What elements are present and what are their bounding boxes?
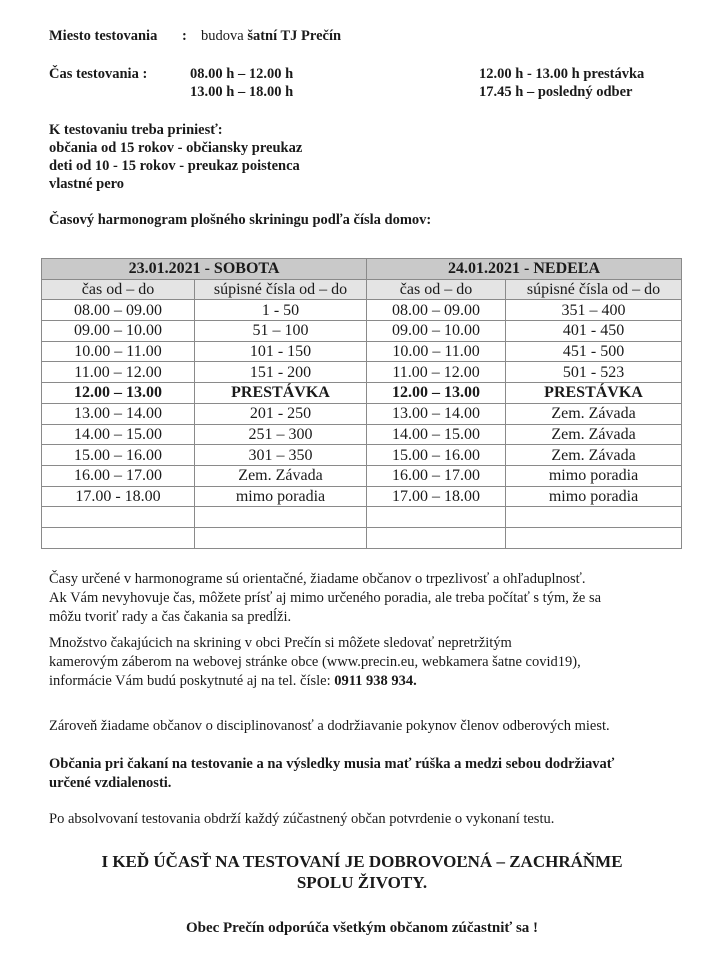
table-day-header-row — [42, 259, 682, 280]
table-cell: PRESTÁVKA — [195, 383, 367, 404]
slogan-line-2: SPOLU ŽIVOTY. — [296, 873, 428, 892]
table-cell: 301 – 350 — [195, 445, 367, 466]
location-separator: : — [182, 28, 187, 44]
table-cell: 08.00 – 09.00 — [367, 300, 506, 321]
day-header-saturday: 23.01.2021 - SOBOTA — [42, 259, 367, 280]
note-discipline: Zároveň žiadame občanov o disciplinovanosť a dodržiavanie pokynov členov odberových miest. — [49, 718, 610, 734]
table-cell: Zem. Závada — [506, 445, 682, 466]
note-line: Množstvo čakajúcich na skrining v obci Prečín si môžete sledovať nepretržitým — [49, 635, 512, 651]
day-header-sunday: 24.01.2021 - NEDEĽA — [367, 259, 682, 280]
schedule-title: Časový harmonogram plošného skriningu podľa čísla domov: — [49, 212, 432, 228]
table-row — [42, 362, 682, 383]
bring-item-pen: vlastné pero — [49, 176, 125, 192]
table-cell: 351 – 400 — [506, 300, 682, 321]
note-line: môžu tvoriť rady a čas čakania sa predĺži. — [49, 609, 292, 625]
table-cell — [195, 507, 367, 528]
table-cell: 16.00 – 17.00 — [42, 465, 195, 486]
table-cell: 17.00 – 18.00 — [367, 486, 506, 507]
phone-number: 0911 938 934. — [334, 673, 417, 689]
table-cell: mimo poradia — [506, 465, 682, 486]
table-column-header-row — [42, 279, 682, 300]
col-header-time-sunday: čas od – do — [367, 279, 506, 300]
table-cell: 501 - 523 — [506, 362, 682, 383]
location-label: Miesto testovania — [49, 28, 158, 44]
table-row-empty — [42, 507, 682, 528]
table-cell: 13.00 – 14.00 — [42, 403, 195, 424]
table-cell: Zem. Závada — [506, 403, 682, 424]
table-cell: 16.00 – 17.00 — [367, 465, 506, 486]
bring-item-insurance-card: deti od 10 - 15 rokov - preukaz poistenca — [49, 158, 300, 174]
table-cell — [506, 527, 682, 548]
time-label: Čas testovania : — [49, 66, 148, 82]
slogan-line-1: I KEĎ ÚČASŤ NA TESTOVANÍ JE DOBROVOĽNÁ – ZACHRÁŇME — [101, 852, 623, 871]
col-header-numbers-saturday: súpisné čísla od – do — [195, 279, 367, 300]
table-cell: 15.00 – 16.00 — [42, 445, 195, 466]
table-row — [42, 341, 682, 362]
table-cell: 08.00 – 09.00 — [42, 300, 195, 321]
table-cell: 10.00 – 11.00 — [42, 341, 195, 362]
table-cell: 12.00 – 13.00 — [367, 383, 506, 404]
table-cell: 101 - 150 — [195, 341, 367, 362]
bring-item-id-card: občania od 15 rokov - občiansky preukaz — [49, 140, 303, 156]
table-cell: 151 - 200 — [195, 362, 367, 383]
table-cell: 10.00 – 11.00 — [367, 341, 506, 362]
table-cell — [42, 527, 195, 548]
time-last-collection: 17.45 h – posledný odber — [479, 84, 633, 100]
table-cell — [506, 507, 682, 528]
table-cell: 14.00 – 15.00 — [367, 424, 506, 445]
table-cell: 201 - 250 — [195, 403, 367, 424]
table-cell: 17.00 - 18.00 — [42, 486, 195, 507]
table-cell: PRESTÁVKA — [506, 383, 682, 404]
table-cell — [195, 527, 367, 548]
table-cell: 11.00 – 12.00 — [367, 362, 506, 383]
location-building: šatní TJ Prečín — [247, 28, 342, 44]
note-line: určené vzdialenosti. — [49, 775, 172, 791]
table-row-empty — [42, 527, 682, 548]
note-line: Časy určené v harmonograme sú orientačné, žiadame občanov o trpezlivosť a ohľaduplnosť. — [49, 571, 586, 587]
table-cell — [367, 527, 506, 548]
note-masks — [49, 755, 614, 793]
table-cell: 12.00 – 13.00 — [42, 383, 195, 404]
table-row — [42, 403, 682, 424]
bring-title: K testovaniu treba priniesť: — [49, 122, 223, 138]
table-cell: Zem. Závada — [506, 424, 682, 445]
col-header-numbers-sunday: súpisné čísla od – do — [506, 279, 682, 300]
table-row — [42, 445, 682, 466]
table-cell: 1 - 50 — [195, 300, 367, 321]
table-row — [42, 465, 682, 486]
schedule-table — [41, 258, 682, 549]
time-break: 12.00 h - 13.00 h prestávka — [479, 66, 645, 82]
table-cell: 13.00 – 14.00 — [367, 403, 506, 424]
table-cell: 15.00 – 16.00 — [367, 445, 506, 466]
note-line: Ak Vám nevyhovuje čas, môžete prísť aj mimo určeného poradia, ale treba počítať s tým, že sa — [49, 590, 602, 606]
table-row — [42, 486, 682, 507]
table-row — [42, 424, 682, 445]
note-webcam — [49, 634, 581, 691]
table-row — [42, 321, 682, 342]
note-line: Občania pri čakaní na testovanie a na výsledky musia mať rúška a medzi sebou dodržiavať — [49, 756, 615, 772]
table-cell: 451 - 500 — [506, 341, 682, 362]
table-cell — [367, 507, 506, 528]
table-cell: 251 – 300 — [195, 424, 367, 445]
note-confirmation: Po absolvovaní testovania obdrží každý zúčastnený občan potvrdenie o vykonaní testu. — [49, 811, 555, 827]
table-cell: Zem. Závada — [195, 465, 367, 486]
table-cell: mimo poradia — [195, 486, 367, 507]
table-cell: 09.00 – 10.00 — [42, 321, 195, 342]
location-prefix: budova — [201, 28, 244, 44]
table-cell: 401 - 450 — [506, 321, 682, 342]
note-line: informácie Vám budú poskytnuté aj na tel. čísle: — [49, 673, 331, 689]
table-row-break — [42, 383, 682, 404]
table-cell: 51 – 100 — [195, 321, 367, 342]
closing-statement: Obec Prečín odporúča všetkým občanom zúčastniť sa ! — [185, 920, 539, 936]
table-row — [42, 300, 682, 321]
time-slot-afternoon: 13.00 h – 18.00 h — [190, 84, 294, 100]
table-cell: mimo poradia — [506, 486, 682, 507]
table-cell: 11.00 – 12.00 — [42, 362, 195, 383]
table-cell: 09.00 – 10.00 — [367, 321, 506, 342]
time-slot-morning: 08.00 h – 12.00 h — [190, 66, 294, 82]
note-orientation — [49, 570, 601, 627]
slogan — [0, 851, 724, 893]
table-cell — [42, 507, 195, 528]
location-value — [201, 27, 341, 45]
col-header-time-saturday: čas od – do — [42, 279, 195, 300]
note-line: kamerovým záberom na webovej stránke obce (www.precin.eu, webkamera šatne covid19), — [49, 654, 581, 670]
table-cell: 14.00 – 15.00 — [42, 424, 195, 445]
